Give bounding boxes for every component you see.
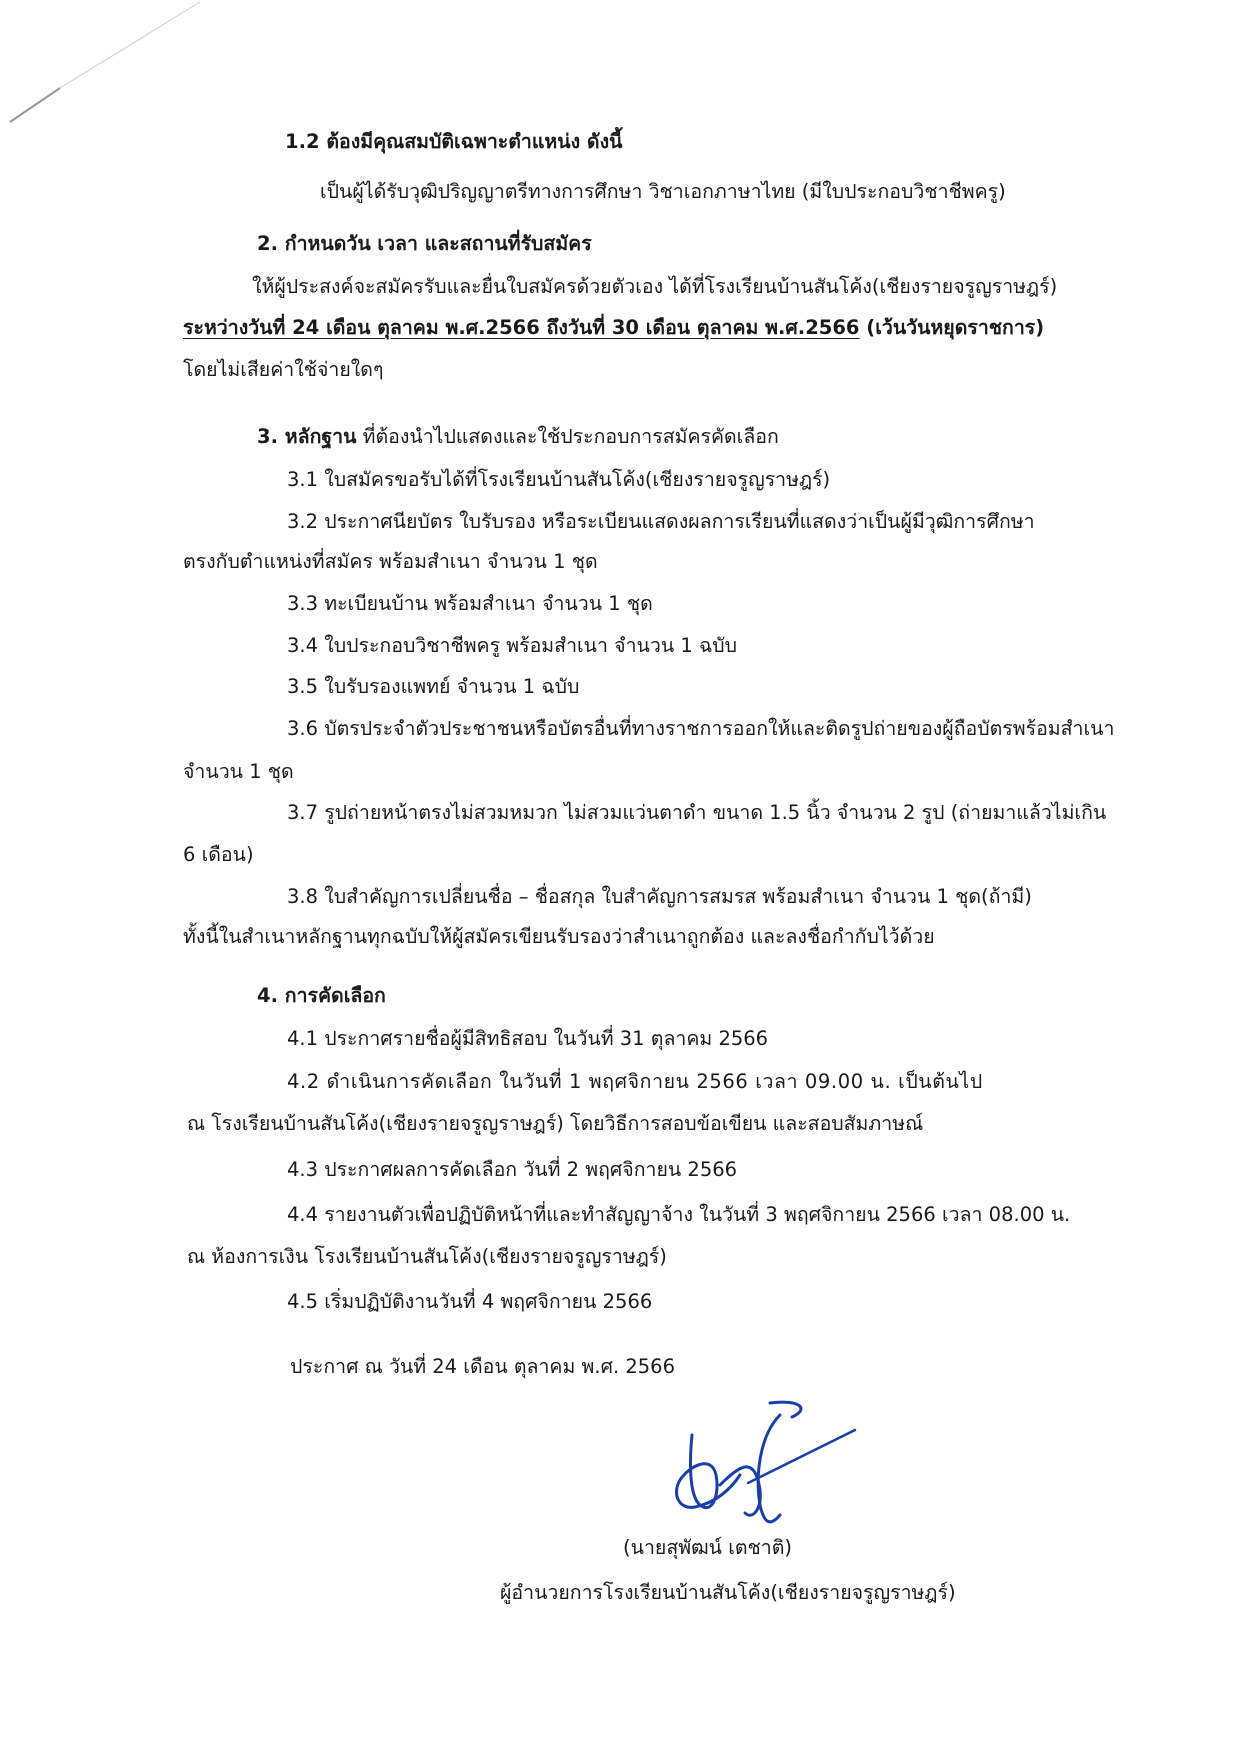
- section-4-heading: 4. การคัดเลือก: [257, 984, 386, 1007]
- section-3-note: ทั้งนี้ในสำเนาหลักฐานทุกฉบับให้ผู้สมัครเขียนรับรองว่าสำเนาถูกต้อง และลงชื่อกำกับไว้ด้วย: [183, 925, 935, 948]
- signature-image: [660, 1395, 860, 1535]
- item-3-7a: 3.7 รูปถ่ายหน้าตรงไม่สวมหมวก ไม่สวมแว่นตาดำ ขนาด 1.5 นิ้ว จำนวน 2 รูป (ถ่ายมาแล้วไม่เกิน: [287, 801, 1107, 824]
- section-1-2-body: เป็นผู้ได้รับวุฒิปริญญาตรีทางการศึกษา วิชาเอกภาษาไทย (มีใบประกอบวิชาชีพครู): [320, 180, 1006, 203]
- item-3-6b: จำนวน 1 ชุด: [183, 760, 294, 783]
- item-3-4: 3.4 ใบประกอบวิชาชีพครู พร้อมสำเนา จำนวน 1 ฉบับ: [287, 634, 737, 657]
- item-4-4a: 4.4 รายงานตัวเพื่อปฏิบัติหน้าที่และทำสัญญาจ้าง ในวันที่ 3 พฤศจิกายน 2566 เวลา 08.00 น.: [287, 1203, 1071, 1226]
- item-3-7b: 6 เดือน): [183, 843, 254, 866]
- signatory-position: ผู้อำนวยการโรงเรียนบ้านสันโค้ง(เชียงรายจรูญราษฎร์): [500, 1581, 956, 1604]
- section-3-heading-bold: 3. หลักฐาน: [257, 425, 357, 448]
- item-4-3: 4.3 ประกาศผลการคัดเลือก วันที่ 2 พฤศจิกายน 2566: [287, 1158, 738, 1181]
- item-4-5: 4.5 เริ่มปฏิบัติงานวันที่ 4 พฤศจิกายน 2566: [287, 1290, 653, 1313]
- item-3-2b: ตรงกับตำแหน่งที่สมัคร พร้อมสำเนา จำนวน 1 ชุด: [183, 550, 598, 573]
- item-3-2a: 3.2 ประกาศนียบัตร ใบรับรอง หรือระเบียนแสดงผลการเรียนที่แสดงว่าเป็นผู้มีวุฒิการศึกษา: [287, 510, 1035, 533]
- section-1-2-heading: 1.2 ต้องมีคุณสมบัติเฉพาะตำแหน่ง ดังนี้: [285, 130, 623, 153]
- announce-date: ประกาศ ณ วันที่ 24 เดือน ตุลาคม พ.ศ. 2566: [290, 1355, 675, 1378]
- signatory-name: (นายสุพัฒน์ เตชาติ): [623, 1536, 792, 1559]
- section-2-line1: ให้ผู้ประสงค์จะสมัครรับและยื่นใบสมัครด้วยตัวเอง ได้ที่โรงเรียนบ้านสันโค้ง(เชียงรายจรูญราษฎร์): [252, 275, 1058, 298]
- item-3-6a: 3.6 บัตรประจำตัวประชาชนหรือบัตรอื่นที่ทางราชการออกให้และติดรูปถ่ายของผู้ถือบัตรพร้อมสำเนา: [287, 717, 1115, 740]
- holiday-note: (เว้นวันหยุดราชการ): [859, 316, 1045, 339]
- item-4-1: 4.1 ประกาศรายชื่อผู้มีสิทธิสอบ ในวันที่ 31 ตุลาคม 2566: [287, 1027, 769, 1050]
- application-period: ระหว่างวันที่ 24 เดือน ตุลาคม พ.ศ.2566 ถึงวันที่ 30 เดือน ตุลาคม พ.ศ.2566: [183, 316, 860, 339]
- item-4-2a: 4.2 ดำเนินการคัดเลือก ในวันที่ 1 พฤศจิกายน 2566 เวลา 09.00 น. เป็นต้นไป: [287, 1070, 983, 1093]
- item-3-3: 3.3 ทะเบียนบ้าน พร้อมสำเนา จำนวน 1 ชุด: [287, 592, 653, 615]
- section-2-heading: 2. กำหนดวัน เวลา และสถานที่รับสมัคร: [257, 232, 592, 255]
- item-4-2b: ณ โรงเรียนบ้านสันโค้ง(เชียงรายจรูญราษฎร์) โดยวิธีการสอบข้อเขียน และสอบสัมภาษณ์: [187, 1112, 924, 1135]
- section-2-dates: [183, 316, 1044, 339]
- item-4-4b: ณ ห้องการเงิน โรงเรียนบ้านสันโค้ง(เชียงรายจรูญราษฎร์): [187, 1245, 667, 1268]
- item-3-5: 3.5 ใบรับรองแพทย์ จำนวน 1 ฉบับ: [287, 675, 580, 698]
- section-2-line3: โดยไม่เสียค่าใช้จ่ายใดๆ: [183, 358, 384, 381]
- section-3-heading: [257, 425, 779, 448]
- item-3-8: 3.8 ใบสำคัญการเปลี่ยนชื่อ – ชื่อสกุล ใบสำคัญการสมรส พร้อมสำเนา จำนวน 1 ชุด(ถ้ามี): [287, 885, 1032, 908]
- scan-edge-mark: [0, 0, 220, 130]
- section-3-heading-rest: ที่ต้องนำไปแสดงและใช้ประกอบการสมัครคัดเลือก: [356, 425, 779, 448]
- item-3-1: 3.1 ใบสมัครขอรับได้ที่โรงเรียนบ้านสันโค้ง(เชียงรายจรูญราษฎร์): [287, 468, 831, 491]
